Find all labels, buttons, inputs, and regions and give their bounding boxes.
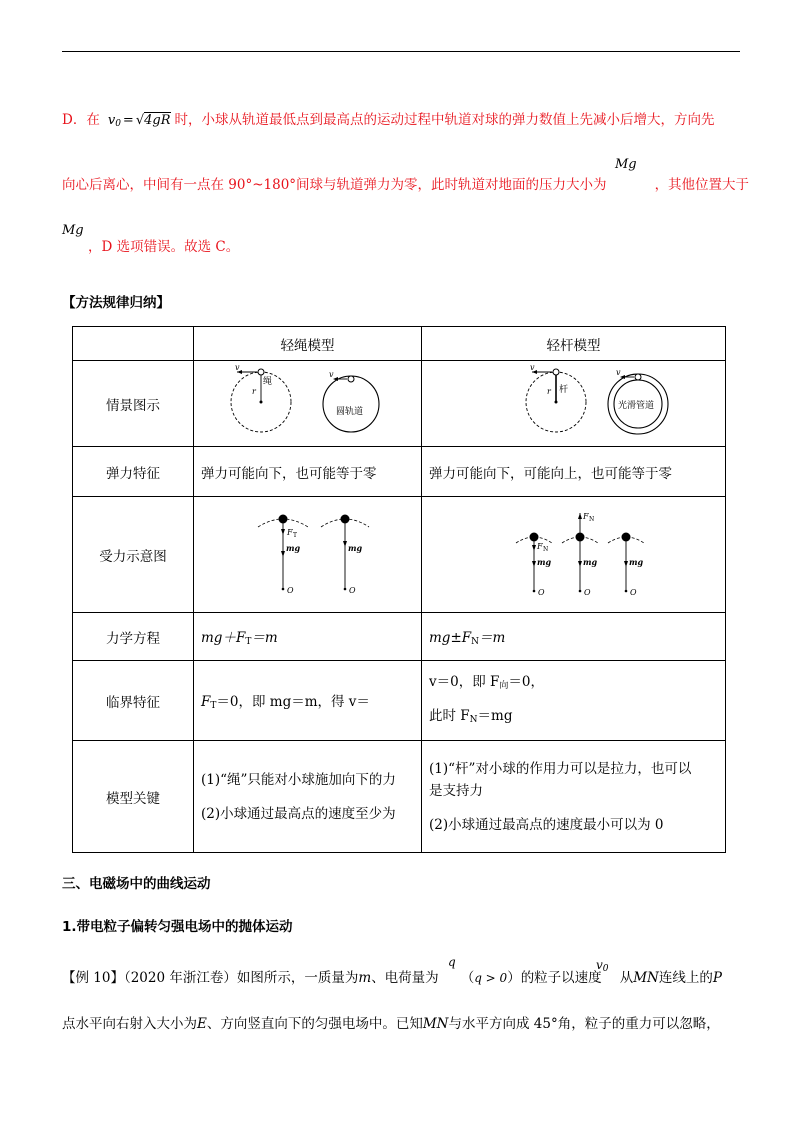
rod-scene-diagram [444,362,704,440]
rope-force-diagram [223,505,393,605]
mg-symbol-1: Mg [615,157,637,172]
rod-v-label: v [529,362,535,372]
rod-fn-sub-1: N [542,545,548,553]
track-ball [348,376,354,382]
track-circle [323,376,379,432]
rope-ft-sub: T [292,531,297,539]
rod-elastic-text: 弹力可能向下，可能向上，也可能等于零 [422,447,726,497]
rod-center [554,400,557,403]
rod-critical-line1: v＝0，即 $F_向=0$， [429,673,544,691]
rod-force-diagram [454,505,694,605]
pipe-ball [635,374,641,380]
row-label-equation: 力学方程 [73,613,194,661]
rope-key-line1: (1)“绳”只能对小球施加向下的力 [201,771,396,788]
row-label-key: 模型关键 [73,741,194,853]
rope-mg-arrow-1 [281,551,285,557]
rod-fn-arrow-2 [578,513,582,519]
rope-v-label: v [234,362,240,372]
row-label-scene: 情景图示 [73,361,194,447]
rope-o-point-2 [343,587,346,590]
rope-mg-label-2: mg [347,542,362,553]
v0-symbol: $v_0$ [596,958,609,974]
rod-scene-cell [422,361,726,447]
table-row-elastic [73,447,726,497]
rope-o-label-2: O [348,585,356,595]
rod-mg-arrow-3 [624,561,628,567]
table-row-equation [73,613,726,661]
rope-elastic-text: 弹力可能向下，也可能等于零 [194,447,422,497]
formula-v0: $v_0 = √4gR$ [107,113,171,129]
rod-o-label-2: O [583,587,591,597]
rope-ball [258,369,264,375]
rope-force-cell [194,497,422,613]
rod-key-line2: (2)小球通过最高点的速度最小可以为 0 [429,816,664,833]
rope-center [259,400,262,403]
rope-mg-arrow-2 [343,541,347,547]
rod-o-point-3 [624,589,627,592]
rope-key-line2: (2)小球通过最高点的速度至少为 [201,805,396,822]
rod-r-label: r [546,386,551,396]
section-3-heading: 三、电磁场中的曲线运动 [62,876,211,892]
rod-mg-label-3: mg [628,556,643,567]
table-header-row [73,327,726,361]
rod-o-label-3: O [629,587,637,597]
rope-scene-diagram [213,362,403,440]
rod-critical-line2: 此时 $F_N=mg$ [429,707,513,725]
rod-critical [422,661,726,741]
example-line2: 点水平向右射入大小为E、方向竖直向下的匀强电场中。已知MN与水平方向成 45°角，粒子的重力可以忽略， [62,1016,720,1032]
rod-equation: $mg\pm F_N=m$ [422,613,726,661]
rod-fn-sub-2: N [588,515,594,523]
rod-mg-label-1: mg [536,556,551,567]
rod-mg-arrow-2 [578,561,582,567]
rope-scene-cell [194,361,422,447]
option-d-line3: ，D 选项错误。故选 C。 [88,239,240,255]
rod-ball [553,369,559,375]
rod-key [422,741,726,853]
option-d-line2-text: 向心后离心，中间有一点在 90°~180°间球与轨道弹力为零，此时轨道对地面的压力大小为 [62,177,607,193]
option-d-line2 [62,173,752,193]
track-word-label: 圆轨道 [335,406,363,417]
row-label-critical: 临界特征 [73,661,194,741]
pipe-v-label: v [615,367,621,377]
example-line1: 【例 10】（2020 年浙江卷）如图所示，一质量为m、电荷量为 （q > 0）的粒子以速度 从MN连线上的P [62,970,722,986]
row-label-force: 受力示意图 [73,497,194,613]
rope-o-label-1: O [286,585,294,595]
q-symbol: q [448,955,456,969]
table-corner [73,327,194,361]
rod-fn-label-2: F [582,511,589,521]
rope-r-label: r [251,386,256,396]
pipe-word-label: 光滑管道 [617,400,654,411]
rope-critical: $F_T=0$，即 mg＝m，得 v＝ [194,661,422,741]
rope-equation: $mg+F_T=m$ [194,613,422,661]
method-heading: 【方法规律归纳】 [62,295,170,311]
col-rope-model: 轻绳模型 [194,327,422,361]
rod-force-cell [422,497,726,613]
option-d-line1-text: 时，小球从轨道最低点到最高点的运动过程中轨道对球的弹力数值上先减小后增大，方向先 [174,112,715,128]
option-d-line1 [62,108,752,129]
rope-key [194,741,422,853]
row-label-elastic: 弹力特征 [73,447,194,497]
rod-word-label: 杆 [558,384,568,395]
mg-symbol-2: Mg [62,223,84,238]
rod-fn-arrow-1 [532,545,536,551]
rod-o-point-1 [532,589,535,592]
option-d-line2-end: ，其他位置大于 [654,177,750,193]
table-row-key [73,741,726,853]
table-row-critical [73,661,726,741]
rod-mg-label-2: mg [582,556,597,567]
option-d-prefix: D．在 [62,112,100,128]
model-comparison-table [72,326,726,853]
rod-key-line1b: 是支持力 [429,782,483,799]
table-row-force [73,497,726,613]
rope-word-label: 绳 [262,376,272,387]
col-rod-model: 轻杆模型 [422,327,726,361]
rope-ft-label: F [286,527,293,537]
rope-mg-label-1: mg [285,542,300,553]
rod-mg-arrow-1 [532,561,536,567]
rod-key-line1: (1)“杆”对小球的作用力可以是拉力，也可以 [429,760,692,777]
table-row-scene [73,361,726,447]
rod-o-label-1: O [537,587,545,597]
rod-o-point-2 [578,589,581,592]
rod-fn-label-1: F [536,541,543,551]
rope-ft-arrow [281,529,285,535]
header-rule [62,51,740,52]
track-v-label: v [328,369,334,379]
subsection-1-heading: 1.带电粒子偏转匀强电场中的抛体运动 [62,919,293,935]
rope-o-point-1 [281,587,284,590]
